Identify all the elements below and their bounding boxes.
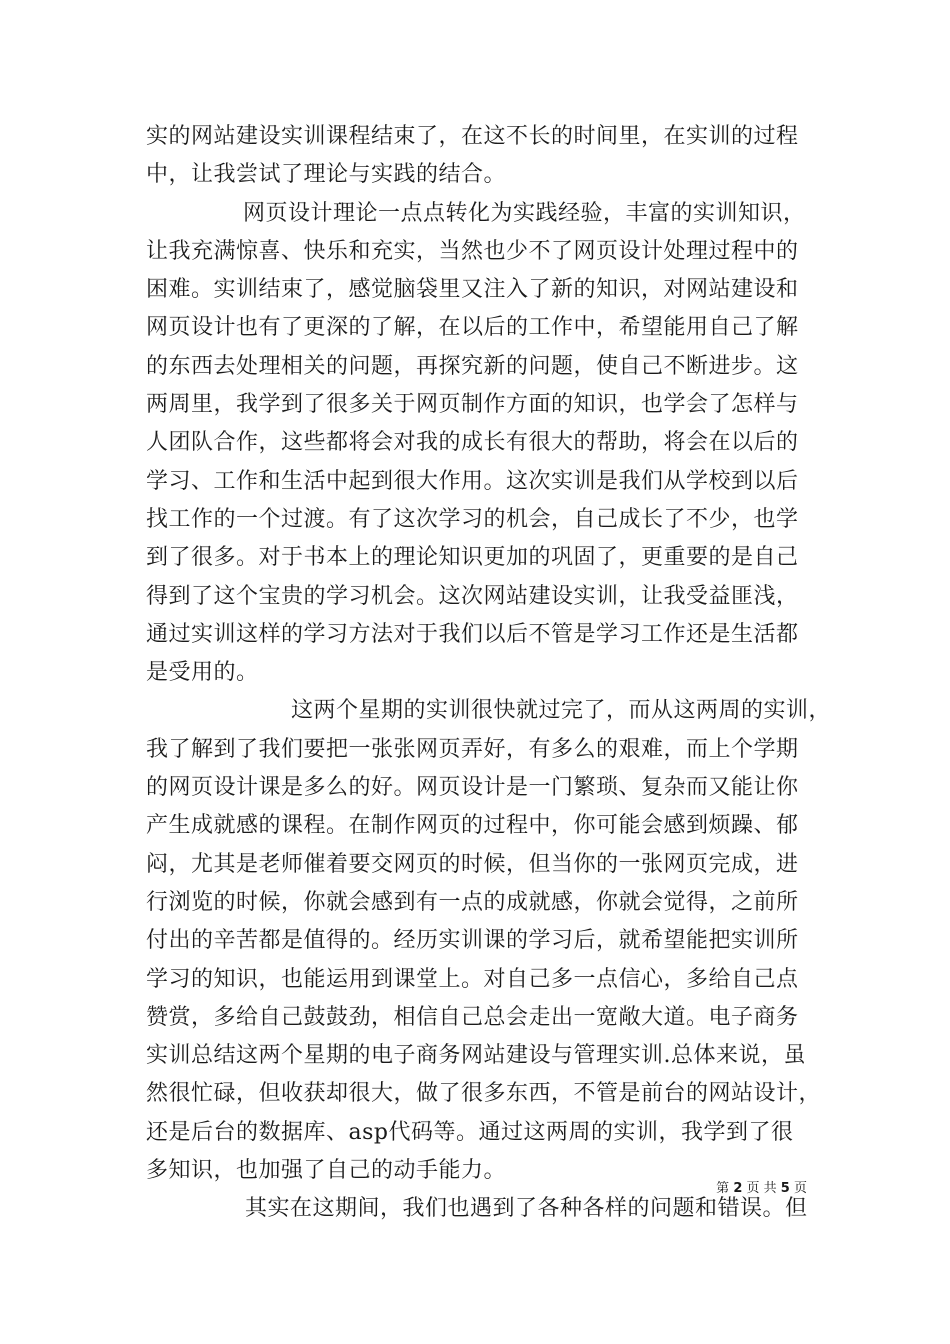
text-line: 人团队合作，这些都将会对我的成长有很大的帮助，将会在以后的 [146,430,799,456]
paragraph-start-line: 其实在这期间，我们也遇到了各种各样的问题和错误。但 [245,1196,808,1222]
text-line: 实训总结这两个星期的电子商务网站建设与管理实训.总体来说，虽 [146,1043,806,1069]
footer-middle: 页 共 [746,1181,777,1196]
text-line: 是受用的。 [146,660,259,686]
footer-prefix: 第 [716,1181,730,1196]
text-line: 实的网站建设实训课程结束了，在这不长的时间里，在实训的过程 [146,124,799,149]
text-line: 我了解到了我们要把一张张网页弄好，有多么的艰难，而上个学期 [146,736,799,762]
text-line: 的网页设计课是多么的好。网页设计是一门繁琐、复杂而又能让你 [146,775,799,801]
text-line: 闷，尤其是老师催着要交网页的时候，但当你的一张网页完成，进 [146,851,799,877]
text-line: 网页设计也有了更深的了解，在以后的工作中，希望能用自己了解 [146,315,799,341]
paragraph-start-line: 这两个星期的实训很快就过完了，而从这两周的实训， [291,698,832,724]
text-line: 产生成就感的课程。在制作网页的过程中，你可能会感到烦躁、郁 [146,813,799,839]
text-line: 找工作的一个过渡。有了这次学习的机会，自己成长了不少，也学 [146,506,799,532]
body-text [146,118,832,1229]
footer-suffix: 页 [793,1181,807,1196]
text-line: 赞赏，多给自己鼓鼓劲，相信自己总会走出一宽敞大道。电子商务 [146,1004,799,1030]
text-line: 两周里，我学到了很多关于网页制作方面的知识，也学会了怎样与 [146,392,799,418]
text-line: 学习、工作和生活中起到很大作用。这次实训是我们从学校到以后 [146,468,799,494]
text-line: 到了很多。对于书本上的理论知识更加的巩固了，更重要的是自己 [146,545,799,571]
total-pages-number: 5 [780,1181,790,1196]
page-number-footer [716,1177,807,1196]
text-line: 的东西去处理相关的问题，再探究新的问题，使自己不断进步。这 [146,353,799,379]
text-line: 多知识，也加强了自己的动手能力。 [146,1158,507,1184]
text-line: 通过实训这样的学习方法对于我们以后不管是学习工作还是生活都 [146,621,799,647]
text-line: 付出的辛苦都是值得的。经历实训课的学习后，就希望能把实训所 [146,928,799,954]
current-page-number: 2 [733,1181,743,1196]
text-line: 行浏览的时候，你就会感到有一点的成就感，你就会觉得，之前所 [146,889,799,915]
text-line: 然很忙碌，但收获却很大，做了很多东西，不管是前台的网站设计， [146,1081,822,1107]
text-line: 得到了这个宝贵的学习机会。这次网站建设实训，让我受益匪浅， [146,583,799,609]
text-line: 中，让我尝试了理论与实践的结合。 [146,162,507,188]
text-line: 让我充满惊喜、快乐和充实，当然也少不了网页设计处理过程中的 [146,238,799,264]
paragraph-start-line: 网页设计理论一点点转化为实践经验，丰富的实训知识， [243,200,806,226]
text-line: 学习的知识，也能运用到课堂上。对自己多一点信心，多给自己点 [146,966,799,992]
text-line: 还是后台的数据库、asp代码等。通过这两周的实训，我学到了很 [146,1119,794,1145]
text-line: 困难。实训结束了，感觉脑袋里又注入了新的知识，对网站建设和 [146,277,799,303]
